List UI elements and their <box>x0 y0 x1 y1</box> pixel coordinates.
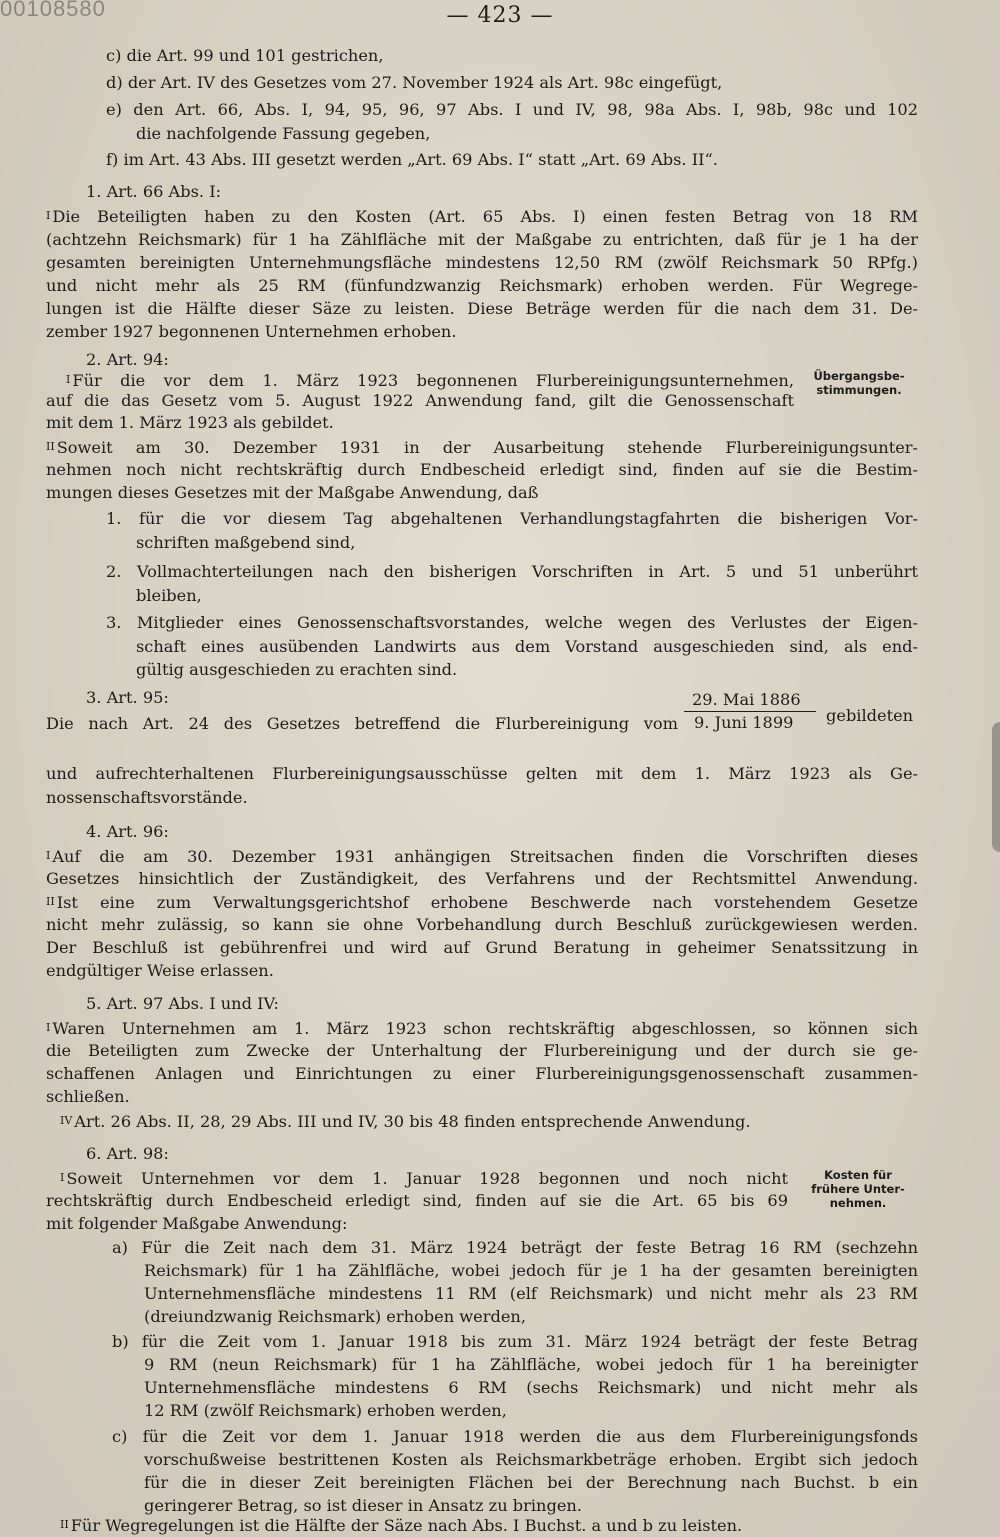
list-item: Unternehmensfläche mindestens 6 RM (sechs Reichsmark) und nicht mehr als <box>144 1378 918 1397</box>
text-line: rechtskräftig durch Endbescheid erledigt sind, finden auf sie die Art. 65 bis 69 <box>46 1191 788 1210</box>
text-line: e) den Art. 66, Abs. I, 94, 95, 96, 97 Abs. I und IV, 98, 98a Abs. I, 98b, 98c und 102 <box>106 100 918 119</box>
list-item: 2. Vollmachterteilungen nach den bisherigen Vorschriften in Art. 5 und 51 unberührt <box>106 562 918 581</box>
text-line: c) die Art. 99 und 101 gestrichen, <box>106 46 384 65</box>
line-text: Die Beteiligten haben zu den Kosten (Art. 65 Abs. I) einen festen Betrag von 18 RM <box>52 207 918 226</box>
margin-note-line: frühere Unter- <box>811 1182 905 1196</box>
margin-note-line: Kosten für <box>824 1168 892 1182</box>
text-line <box>66 370 794 391</box>
list-item: b) für die Zeit vom 1. Januar 1918 bis zum 31. März 1924 beträgt der feste Betrag <box>112 1332 918 1351</box>
text-line: gesamten bereinigten Unternehmungsfläche mindestens 12,50 RM (zwölf Reichsmark 50 RPfg.) <box>46 253 918 272</box>
paragraph-mark: I <box>46 849 51 862</box>
text-line <box>60 1168 788 1189</box>
list-item: vorschußweise bestrittenen Kosten als Reichsmarkbeträge erhoben. Ergibt sich jedoch <box>144 1450 918 1469</box>
text-line: d) der Art. IV des Gesetzes vom 27. November 1924 als Art. 98c eingefügt, <box>106 73 723 92</box>
margin-note-line: stimmungen. <box>816 383 902 397</box>
paragraph-mark: I <box>46 1021 51 1034</box>
margin-note-costs <box>798 1168 918 1210</box>
text-line: und nicht mehr als 25 RM (fünfundzwanzig Reichsmark) erhoben werden. Für Wegrege- <box>46 276 918 295</box>
text-line <box>46 1018 918 1039</box>
text-line <box>46 846 918 867</box>
paragraph-mark: I <box>46 209 51 222</box>
text-line: mit dem 1. März 1923 als gebildet. <box>46 413 334 432</box>
paragraph-mark: II <box>46 895 55 908</box>
margin-note-transitional <box>800 369 918 397</box>
text-line <box>60 1111 751 1132</box>
list-item: (dreiundzwanig Reichsmark) erhoben werden, <box>144 1307 526 1326</box>
line-text: Soweit am 30. Dezember 1931 in der Ausarbeitung stehende Flurbereinigungsunter- <box>56 438 918 457</box>
line-text: Soweit Unternehmen vor dem 1. Januar 1928 begonnen und noch nicht <box>66 1169 788 1188</box>
text-line: lungen ist die Hälfte dieser Säze zu leisten. Diese Beträge werden für die nach dem 31. De- <box>46 299 918 318</box>
paragraph-mark: II <box>60 1518 69 1531</box>
section-heading: 3. Art. 95: <box>86 688 169 707</box>
list-item: 12 RM (zwölf Reichsmark) erhoben werden, <box>144 1401 507 1420</box>
paragraph-mark: II <box>46 440 55 453</box>
margin-note-line: Übergangsbe- <box>813 369 905 383</box>
section-heading: 6. Art. 98: <box>86 1144 169 1163</box>
text-line: Die nach Art. 24 des Gesetzes betreffend die Flurbereinigung vom <box>46 714 678 733</box>
text-line: (achtzehn Reichsmark) für 1 ha Zählfläche mit der Maßgabe zu entrichten, daß für je 1 ha der <box>46 230 918 249</box>
list-item: schaft eines ausübenden Landwirts aus dem Vorstand ausgeschieden sind, als end- <box>136 637 918 656</box>
paragraph-mark: I <box>66 373 71 386</box>
text-line <box>46 206 918 227</box>
text-line: nossenschaftsvorstände. <box>46 788 248 807</box>
fraction-denominator: 9. Juni 1899 <box>694 713 794 732</box>
text-line: Gesetzes hinsichtlich der Zuständigkeit, des Verfahrens und der Rechtsmittel Anwendung. <box>46 869 918 888</box>
list-item: für die in dieser Zeit bereinigten Flächen bei der Berechnung nach Buchst. b ein <box>144 1473 918 1492</box>
text-line: und aufrechterhaltenen Flurbereinigungsausschüsse gelten mit dem 1. März 1923 als Ge- <box>46 764 918 783</box>
list-item: 9 RM (neun Reichsmark) für 1 ha Zählfläche, wobei jedoch für 1 ha bereinigter <box>144 1355 918 1374</box>
text-line: endgültiger Weise erlassen. <box>46 961 274 980</box>
section-heading: 2. Art. 94: <box>86 350 169 369</box>
text-line: nehmen noch nicht rechtskräftig durch Endbescheid erledigt sind, finden auf sie die Bestim- <box>46 460 918 479</box>
text-line: nicht mehr zulässig, so kann sie ohne Vorbehandlung durch Beschluß zurückgewiesen werden. <box>46 915 918 934</box>
list-item: bleiben, <box>136 586 202 605</box>
line-text: Ist eine zum Verwaltungsgerichtshof erhobene Beschwerde nach vorstehendem Gesetze <box>56 893 918 912</box>
list-item: gültig ausgeschieden zu erachten sind. <box>136 660 458 679</box>
line-text: Für Wegregelungen ist die Hälfte der Säze nach Abs. I Buchst. a und b zu leisten. <box>70 1516 743 1535</box>
list-item: a) Für die Zeit nach dem 31. März 1924 beträgt der feste Betrag 16 RM (sechzehn <box>112 1238 918 1257</box>
list-item: 3. Mitglieder eines Genossenschaftsvorstandes, welche wegen des Verlustes der Eigen- <box>106 613 918 632</box>
list-item: schriften maßgebend sind, <box>136 533 356 552</box>
text-line <box>60 1515 742 1536</box>
section-heading: 4. Art. 96: <box>86 822 169 841</box>
text-line <box>46 437 918 458</box>
line-text: Art. 26 Abs. II, 28, 29 Abs. III und IV, 30 bis 48 finden entsprechende Anwendung. <box>74 1112 751 1131</box>
text-line: schließen. <box>46 1087 130 1106</box>
paragraph-mark: IV <box>60 1114 73 1127</box>
margin-note-line: nehmen. <box>829 1196 887 1210</box>
fraction-bar <box>684 711 816 712</box>
line-text: Auf die am 30. Dezember 1931 anhängigen Streitsachen finden die Vorschriften dieses <box>52 847 918 866</box>
text-line <box>46 892 918 913</box>
fraction-numerator: 29. Mai 1886 <box>692 690 801 709</box>
section-heading: 1. Art. 66 Abs. I: <box>86 182 222 201</box>
line-text: Waren Unternehmen am 1. März 1923 schon rechtskräftig abgeschlossen, so können sich <box>52 1019 918 1038</box>
page-number: — 423 — <box>446 3 554 28</box>
section-heading: 5. Art. 97 Abs. I und IV: <box>86 994 280 1013</box>
list-item: geringerer Betrag, so ist dieser in Ansatz zu bringen. <box>144 1496 582 1515</box>
list-item: 1. für die vor diesem Tag abgehaltenen Verhandlungstagfahrten die bisherigen Vor- <box>106 509 918 528</box>
binding-edge-shadow <box>992 722 1000 852</box>
list-item: c) für die Zeit vor dem 1. Januar 1918 werden die aus dem Flurbereinigungsfonds <box>112 1427 918 1446</box>
text-line: Der Beschluß ist gebührenfrei und wird auf Grund Beratung in geheimer Senatssitzung in <box>46 938 918 957</box>
text-line: die nachfolgende Fassung gegeben, <box>136 124 431 143</box>
text-line: schaffenen Anlagen und Einrichtungen zu einer Flurbereinigungsgenossenschaft zusammen- <box>46 1064 918 1083</box>
text-line: mungen dieses Gesetzes mit der Maßgabe Anwendung, daß <box>46 483 539 502</box>
text-line: f) im Art. 43 Abs. III gesetzt werden „Art. 69 Abs. I“ statt „Art. 69 Abs. II“. <box>106 150 718 169</box>
line-text: Für die vor dem 1. März 1923 begonnenen Flurbereinigungsunternehmen, <box>72 371 794 390</box>
paragraph-mark: I <box>60 1171 65 1184</box>
text-line: die Beteiligten zum Zwecke der Unterhaltung der Flurbereinigung und der durch sie ge- <box>46 1041 918 1060</box>
list-item: Unternehmensfläche mindestens 11 RM (elf Reichsmark) und nicht mehr als 23 RM <box>144 1284 918 1303</box>
text-line: zember 1927 begonnenen Unternehmen erhoben. <box>46 322 457 341</box>
text-line: mit folgender Maßgabe Anwendung: <box>46 1214 348 1233</box>
archive-stamp: 00108580 <box>0 0 106 21</box>
list-item: Reichsmark) für 1 ha Zählfläche, wobei jedoch für je 1 ha der gesamten bereinigten <box>144 1261 918 1280</box>
text-line: auf die das Gesetz vom 5. August 1922 Anwendung fand, gilt die Genossenschaft <box>46 391 794 410</box>
text-line: gebildeten <box>826 706 914 725</box>
